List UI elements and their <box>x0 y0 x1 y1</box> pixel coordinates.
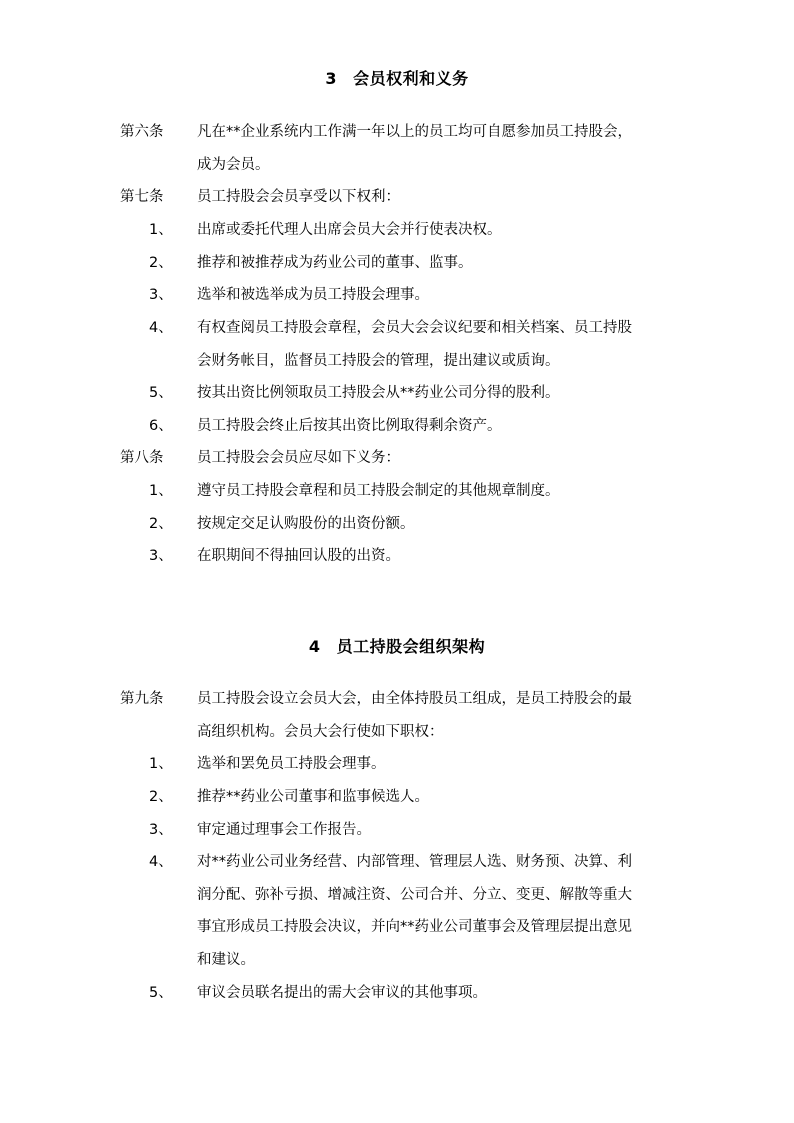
article-6-line-1: 凡在**企业系统内工作满一年以上的员工均可自愿参加员工持股会， <box>197 124 632 140</box>
article-7-item-3-text: 选举和被选举成为员工持股会理事。 <box>197 287 429 303</box>
article-7-item-2-number: 2、 <box>149 255 173 271</box>
article-8-item-3-number: 3、 <box>149 548 173 564</box>
article-9-item-5-number: 5、 <box>149 985 173 1001</box>
article-9-item-4-text-line-2: 润分配、弥补亏损、增减注资、公司合并、分立、变更、解散等重大 <box>197 887 632 903</box>
article-7-item-1-number: 1、 <box>149 222 173 238</box>
article-6-label: 第六条 <box>120 124 164 140</box>
article-8-item-2-text: 按规定交足认购股份的出资份额。 <box>197 516 415 532</box>
article-8-item-3-text: 在职期间不得抽回认股的出资。 <box>197 548 400 564</box>
section-3-title: 会员权利和义务 <box>353 69 469 88</box>
article-9-label: 第九条 <box>120 691 164 707</box>
article-9-item-5-text: 审议会员联名提出的需大会审议的其他事项。 <box>197 985 487 1001</box>
article-8-item-2-number: 2、 <box>149 516 173 532</box>
article-9-item-1-text: 选举和罢免员工持股会理事。 <box>197 756 386 772</box>
article-9-item-2-number: 2、 <box>149 789 173 805</box>
article-7-item-5-number: 5、 <box>149 385 173 401</box>
article-9-item-1-number: 1、 <box>149 756 173 772</box>
article-7-item-3-number: 3、 <box>149 287 173 303</box>
article-9-item-3-number: 3、 <box>149 822 173 838</box>
article-7-item-2-text: 推荐和被推荐成为药业公司的董事、监事。 <box>197 255 473 271</box>
article-7-item-4-text-line-2: 会财务帐目，监督员工持股会的管理，提出建议或质询。 <box>197 353 560 369</box>
section-4-heading <box>0 634 794 657</box>
article-9-line-1: 员工持股会设立会员大会，由全体持股员工组成，是员工持股会的最 <box>197 691 632 707</box>
section-4-title: 员工持股会组织架构 <box>336 637 486 656</box>
article-7-item-6-text: 员工持股会终止后按其出资比例取得剩余资产。 <box>197 418 502 434</box>
article-7-label: 第七条 <box>120 189 164 205</box>
article-9-item-4-text-line-1: 对**药业公司业务经营、内部管理、管理层人选、财务预、决算、利 <box>197 854 632 870</box>
section-4-number: 4 <box>308 637 321 656</box>
section-3-heading <box>0 66 794 89</box>
article-9-item-4-number: 4、 <box>149 854 173 870</box>
article-9-line-2: 高组织机构。会员大会行使如下职权： <box>197 724 444 740</box>
article-7-item-4-number: 4、 <box>149 320 173 336</box>
article-7-item-1-text: 出席或委托代理人出席会员大会并行使表决权。 <box>197 222 502 238</box>
article-7-item-6-number: 6、 <box>149 418 173 434</box>
article-9-item-4-text-line-3: 事宜形成员工持股会决议，并向**药业公司董事会及管理层提出意见 <box>197 919 632 935</box>
article-6-line-2: 成为会员。 <box>197 157 270 173</box>
article-7-item-5-text: 按其出资比例领取员工持股会从**药业公司分得的股利。 <box>197 385 560 401</box>
article-7-intro: 员工持股会会员享受以下权利： <box>197 189 400 205</box>
article-8-intro: 员工持股会会员应尽如下义务： <box>197 450 400 466</box>
article-8-item-1-number: 1、 <box>149 483 173 499</box>
section-3-number: 3 <box>325 69 338 88</box>
article-7-item-4-text-line-1: 有权查阅员工持股会章程，会员大会会议纪要和相关档案、员工持股 <box>197 320 632 336</box>
article-8-label: 第八条 <box>120 450 164 466</box>
article-9-item-4-text-line-4: 和建议。 <box>197 952 255 968</box>
article-9-item-3-text: 审定通过理事会工作报告。 <box>197 822 371 838</box>
article-8-item-1-text: 遵守员工持股会章程和员工持股会制定的其他规章制度。 <box>197 483 560 499</box>
article-9-item-2-text: 推荐**药业公司董事和监事候选人。 <box>197 789 429 805</box>
